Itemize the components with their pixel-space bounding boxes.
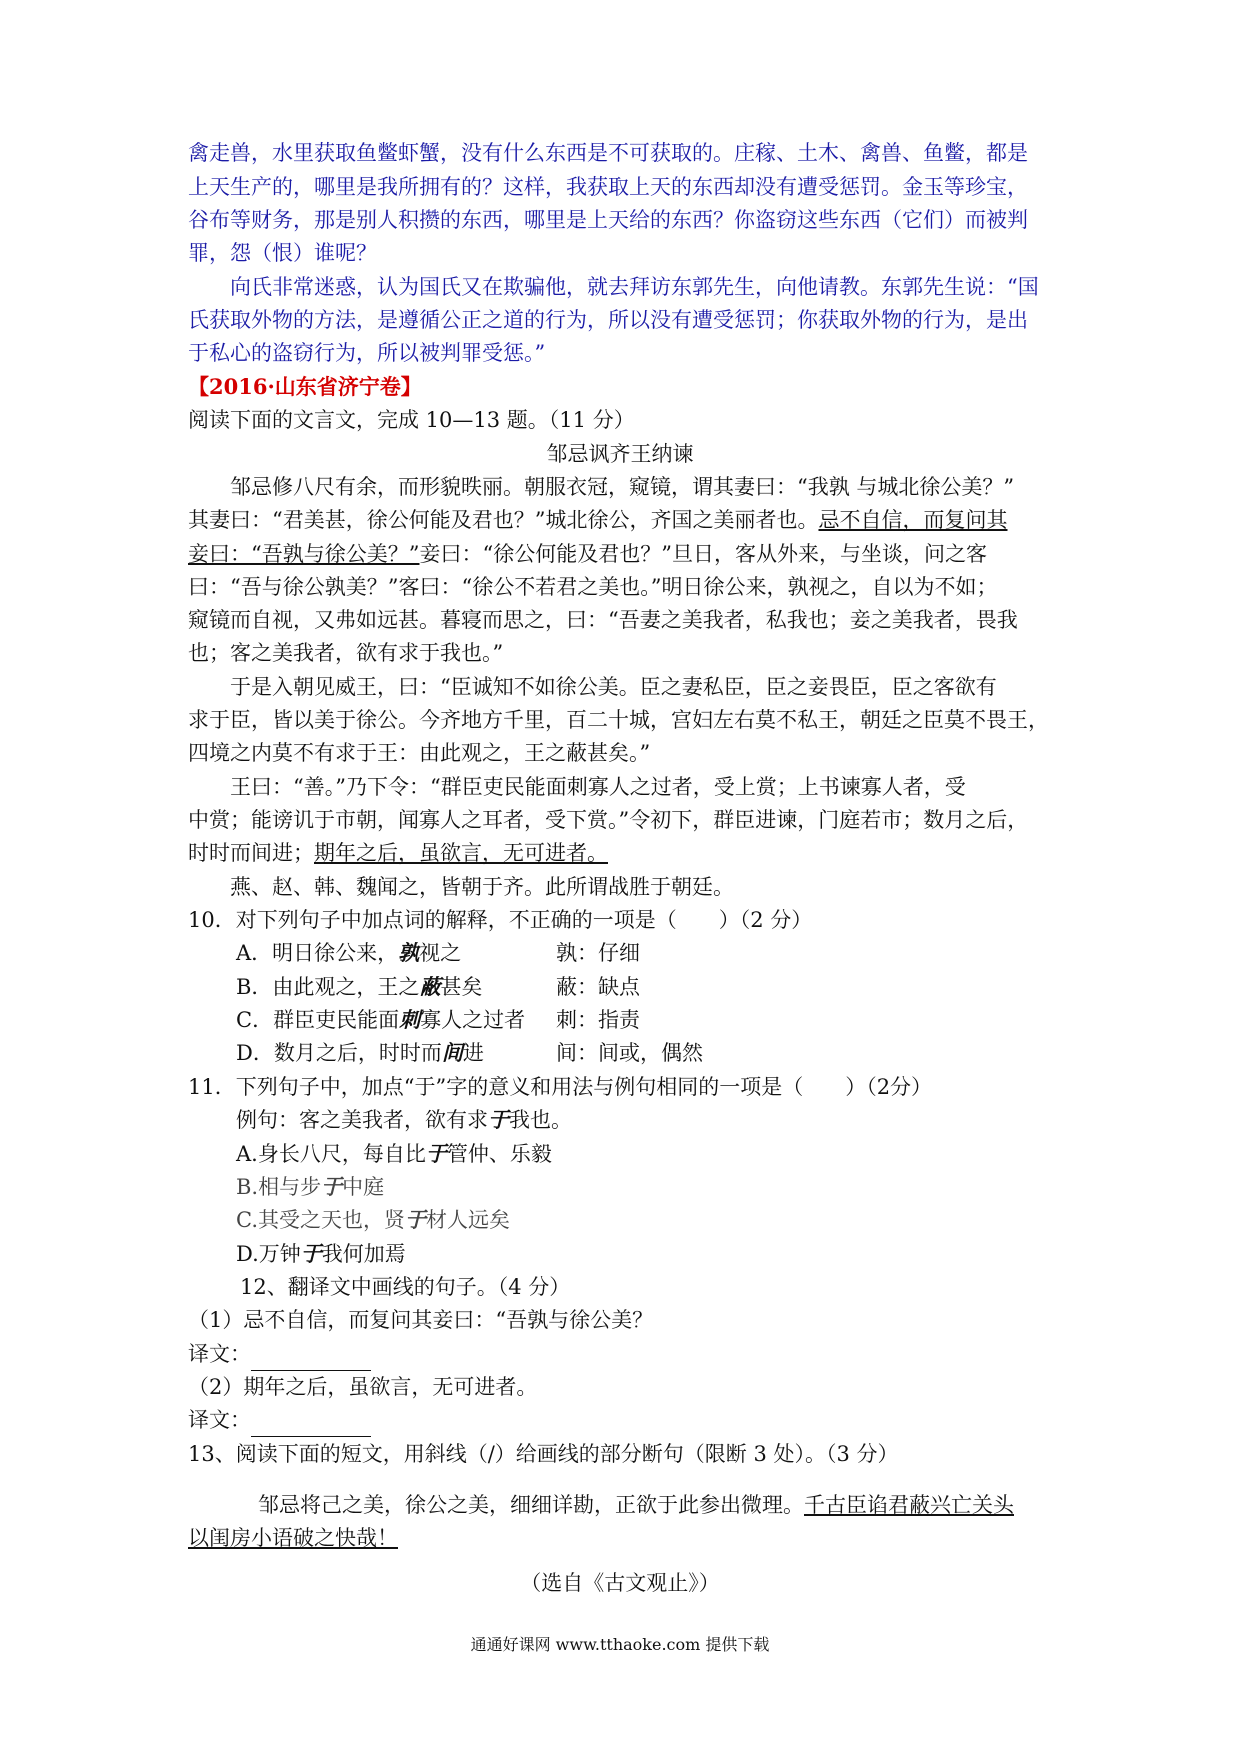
question-13-text (188, 1521, 1058, 1555)
option-text: 例句：客之美我者，欲有求 (236, 1108, 488, 1132)
translation-line: 谷布等财务，那是别人积攒的东西，哪里是上天给的东西？你盗窃这些东西（它们）而被判 (188, 208, 1028, 232)
passage-line: 邹忌修八尺有余，而形貌昳丽。朝服衣冠，窥镜，谓其妻曰：“我孰 与城北徐公美？” (230, 475, 1015, 499)
question-13-stem: 13、阅读下面的短文，用斜线（/）给画线的部分断句（限断 3 处）。（3 分） (188, 1442, 899, 1466)
translation-line: 上天生产的，哪里是我所拥有的？这样，我获取上天的东西却没有遭受惩罚。金玉等珍宝， (188, 175, 1028, 199)
dotted-word: 于 (321, 1174, 343, 1199)
dotted-word: 刺 (399, 1007, 421, 1032)
option-explanation: 刺：指责 (556, 1008, 640, 1032)
passage-text: 时时而间进； (188, 841, 314, 865)
underlined-sentence: 千古臣谄君蔽兴亡关头 (804, 1493, 1014, 1517)
option-text: A．明日徐公来， (236, 941, 399, 965)
question-11-option-a (236, 1137, 1106, 1171)
dotted-word: 孰 (398, 940, 420, 965)
question-11-stem: 11．下列句子中，加点“于”字的意义和用法与例句相同的一项是（ ）（2分） (188, 1075, 933, 1099)
dotted-word: 于 (425, 1141, 447, 1166)
section-header: 【2016·山东省济宁卷】 (188, 374, 422, 399)
question-12-stem: 12、翻译文中画线的句子。（4 分） (240, 1275, 571, 1299)
passage-line (188, 836, 1058, 870)
passage-line (188, 537, 1058, 571)
passage-line: 燕、赵、韩、魏闻之，皆朝于齐。此所谓战胜于朝廷。 (230, 875, 734, 899)
passage-line (188, 503, 1058, 537)
dotted-word: 于 (488, 1107, 509, 1132)
underlined-sentence: 妾曰：“吾孰与徐公美？” (188, 542, 420, 566)
passage-text: 其妻曰：“君美甚，徐公何能及君也？”城北徐公，齐国之美丽者也。 (188, 508, 819, 532)
translation-line: 向氏非常迷惑，认为国氏又在欺骗他，就去拜访东郭先生，向他请教。东郭先生说：“国 (230, 275, 1039, 299)
underlined-sentence: 以闺房小语破之快哉！ (188, 1526, 398, 1550)
underlined-sentence: 忌不自信，而复问其 (818, 508, 1008, 532)
translation-line: 禽走兽，水里获取鱼鳖虾蟹，没有什么东西是不可获取的。庄稼、土木、禽兽、鱼鳖，都是 (188, 141, 1028, 165)
passage-line: 于是入朝见威王，曰：“臣诚知不如徐公美。臣之妻私臣，臣之妾畏臣，臣之客欲有 (230, 675, 997, 699)
question-11-option-b (236, 1170, 1106, 1204)
passage-line: 中赏；能谤讥于市朝，闻寡人之耳者，受下赏。”令初下，群臣进谏，门庭若市；数月之后， (188, 808, 1029, 832)
option-text: 寡人之过者 (420, 1008, 526, 1032)
page-footer: 通通好课网 www.tthaoke.com 提供下载 (470, 1635, 770, 1654)
option-text: 管仲、乐毅 (446, 1142, 552, 1166)
option-explanation: 间：间或，偶然 (556, 1041, 703, 1065)
dotted-word: 蔽 (419, 974, 441, 999)
passage-line: 求于臣，皆以美于徐公。今齐地方千里，百二十城，宫妇左右莫不私王，朝廷之臣莫不畏王， (188, 708, 1049, 732)
option-text: 视之 (419, 941, 462, 965)
answer-label: 译文： (188, 1342, 251, 1366)
option-text: B.相与步 (236, 1175, 322, 1199)
option-text: 材人远矣 (426, 1208, 510, 1232)
instruction: 阅读下面的文言文，完成 10—13 题。（11 分） (188, 408, 635, 432)
answer-line (188, 1403, 1058, 1437)
answer-label: 译文： (188, 1408, 251, 1432)
option-text: B．由此观之，王之 (236, 975, 420, 999)
translation-line: 罪，怨（恨）谁呢？ (188, 241, 377, 265)
option-text: 进 (462, 1041, 484, 1065)
option-explanation: 孰：仔细 (556, 941, 640, 965)
answer-blank[interactable] (251, 1414, 371, 1437)
answer-blank[interactable] (251, 1348, 371, 1371)
question-11-option-c (236, 1203, 1106, 1237)
passage-text: 邹忌将己之美，徐公之美，细细详勘，正欲于此参出微理。 (258, 1493, 804, 1517)
question-10-stem: 10．对下列句子中加点词的解释，不正确的一项是（ ）（2 分） (188, 908, 813, 932)
dotted-word: 间 (441, 1040, 463, 1065)
passage-line: 曰：“吾与徐公孰美？”客曰：“徐公不若君之美也。”明日徐公来，孰视之，自以为不如； (188, 575, 998, 599)
source-citation: （选自《古文观止》） (520, 1571, 720, 1595)
passage-line: 也；客之美我者，欲有求于我也。” (188, 641, 504, 665)
passage-line: 王曰：“善。”乃下令：“群臣吏民能面刺寡人之过者，受上赏；上书谏寡人者，受 (230, 775, 966, 799)
passage-text: 妾曰：“徐公何能及君也？”旦日，客从外来，与坐谈，问之客 (419, 542, 987, 566)
passage-line: 窥镜而自视，又弗如远甚。暮寝而思之，曰：“吾妻之美我者，私我也；妾之美我者，畏我 (188, 608, 1018, 632)
option-text: C.其受之天也，贤 (236, 1208, 405, 1232)
translation-line: 氏获取外物的方法，是遵循公正之道的行为，所以没有遭受惩罚；你获取外物的行为，是出 (188, 308, 1028, 332)
dotted-word: 于 (300, 1241, 322, 1266)
question-13-text (258, 1488, 1128, 1522)
answer-line (188, 1337, 1058, 1371)
option-explanation: 蔽：缺点 (556, 975, 640, 999)
translation-line: 于私心的盗窃行为，所以被判罪受惩。” (188, 341, 546, 365)
question-11-example (236, 1103, 1106, 1137)
option-text: D．数月之后，时时而 (236, 1041, 442, 1065)
option-text: 中庭 (342, 1175, 385, 1199)
dotted-word: 于 (405, 1207, 426, 1232)
option-text: C．群臣吏民能面 (236, 1008, 400, 1032)
option-text: 我也。 (509, 1108, 572, 1132)
underlined-sentence: 期年之后，虽欲言，无可进者。 (314, 841, 608, 865)
question-11-option-d (236, 1237, 1106, 1271)
passage-line: 四境之内莫不有求于王：由此观之，王之蔽甚矣。” (188, 741, 651, 765)
passage-title: 邹忌讽齐王纳谏 (546, 442, 694, 466)
option-text: 甚矣 (440, 975, 483, 999)
question-12-sentence-1: （1）忌不自信，而复问其妾曰：“吾孰与徐公美？ (188, 1308, 654, 1332)
option-text: D.万钟 (236, 1242, 301, 1266)
option-text: A.身长八尺，每自比 (236, 1142, 426, 1166)
question-12-sentence-2: （2）期年之后，虽欲言，无可进者。 (188, 1375, 538, 1399)
option-text: 我何加焉 (321, 1242, 406, 1266)
